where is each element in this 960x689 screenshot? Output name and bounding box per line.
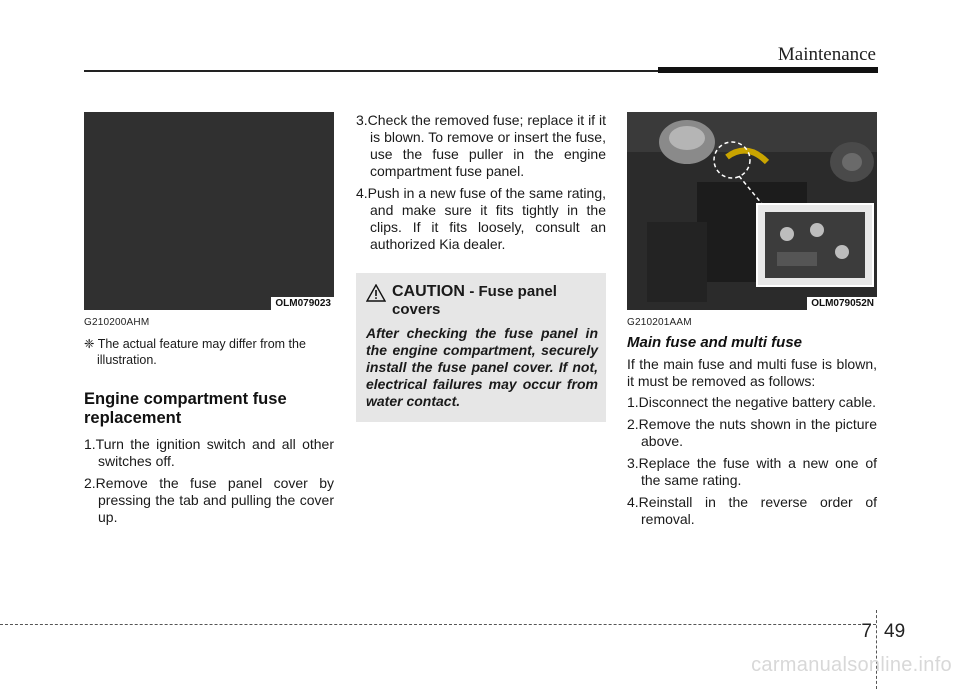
chapter-number: 7: [861, 621, 872, 642]
caution-body: After checking the fuse panel in the engine compartment, securely install the fuse panel cover. If not, electrical failures may occur from water contact.: [366, 325, 598, 409]
steps-list: [627, 394, 877, 528]
header-rule: [84, 70, 664, 72]
list-item: 3.Check the removed fuse; replace it if it is blown. To remove or insert the fuse, use the fuse puller in the engine compartment fuse panel.: [356, 112, 606, 179]
section-code: G210200AHM: [84, 317, 150, 328]
caution-box: [356, 273, 606, 422]
section-title: Maintenance: [777, 44, 876, 65]
steps-list: [356, 112, 606, 253]
header-rule-accent: [658, 67, 878, 73]
column-right: [627, 112, 877, 533]
list-item: 1.Turn the ignition switch and all other switches off.: [84, 436, 334, 469]
column-left: [84, 112, 334, 531]
list-item: 1.Disconnect the negative battery cable.: [627, 394, 877, 410]
intro-paragraph: If the main fuse and multi fuse is blown, it must be removed as follows:: [627, 356, 877, 389]
list-item: 2.Remove the fuse panel cover by pressing the tab and pulling the cover up.: [84, 475, 334, 525]
section-heading: Engine compartment fuse replacement: [84, 390, 287, 427]
caution-word: CAUTION: [392, 283, 465, 300]
section-code: G210201AAM: [627, 317, 692, 328]
footer-rule: [0, 624, 876, 625]
warning-triangle-icon: [366, 284, 386, 302]
column-middle: [356, 112, 606, 422]
engine-fuse-photo: [627, 112, 877, 310]
illustration-note: ❈ The actual feature may differ from the illustration.: [84, 337, 306, 367]
footer-divider: [876, 610, 877, 689]
list-item: 4.Push in a new fuse of the same rating, and make sure it fits tightly in the clips. If it fits loosely, consult an authorized Kia dealer.: [356, 185, 606, 252]
caution-subtitle: - Fuse panel covers: [392, 283, 557, 318]
watermark[interactable]: carmanualsonline.info: [751, 654, 952, 676]
sub-heading: Main fuse and multi fuse: [627, 334, 803, 351]
caution-header: [366, 283, 598, 319]
image-label: OLM079023: [271, 297, 334, 310]
list-item: 2.Remove the nuts shown in the picture above.: [627, 416, 877, 449]
steps-list: [84, 436, 334, 526]
list-item: 3.Replace the fuse with a new one of the same rating.: [627, 455, 877, 488]
engine-photo-graphic: [627, 112, 877, 310]
page-number: 49: [884, 621, 906, 642]
image-label: OLM079052N: [807, 297, 877, 310]
list-item: 4.Reinstall in the reverse order of removal.: [627, 494, 877, 527]
fuse-panel-illustration: [84, 112, 334, 310]
